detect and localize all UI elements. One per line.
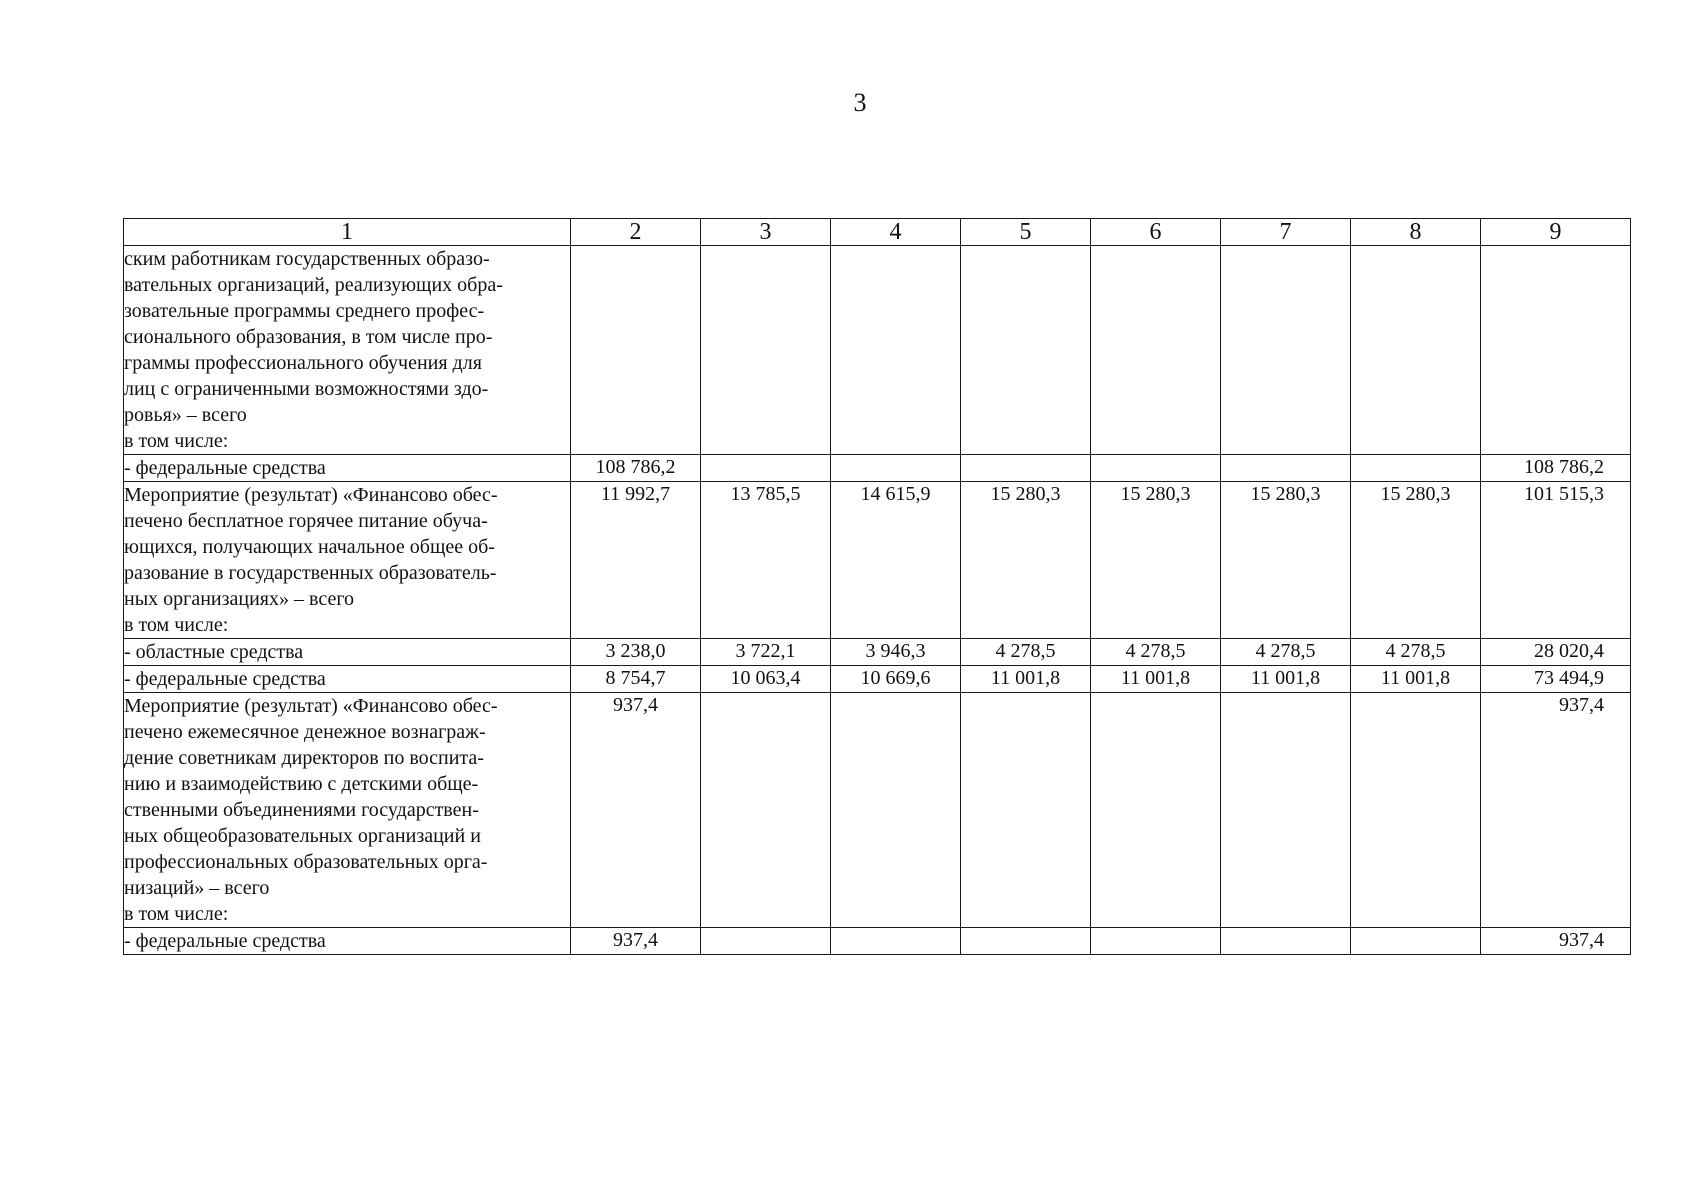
description-line: - федеральные средства bbox=[124, 457, 326, 479]
page-number: 3 bbox=[853, 88, 867, 117]
value-cell bbox=[1351, 693, 1481, 928]
value-cell: 15 280,3 bbox=[961, 482, 1091, 639]
value-cell bbox=[831, 246, 961, 455]
value-cell bbox=[701, 928, 831, 955]
value-cell: 13 785,5 bbox=[701, 482, 831, 639]
table-row bbox=[124, 455, 1631, 482]
description-line: в том числе: bbox=[124, 903, 229, 925]
value-cell bbox=[571, 246, 701, 455]
row-description bbox=[124, 639, 571, 666]
description-line: низаций» – всего bbox=[124, 877, 270, 899]
total-cell: 937,4 bbox=[1481, 928, 1631, 955]
value-cell bbox=[1221, 693, 1351, 928]
table-row bbox=[124, 639, 1631, 666]
value-cell: 10 063,4 bbox=[701, 666, 831, 693]
value-cell: 15 280,3 bbox=[1221, 482, 1351, 639]
total-cell: 73 494,9 bbox=[1481, 666, 1631, 693]
value-cell bbox=[831, 693, 961, 928]
value-cell bbox=[1351, 455, 1481, 482]
table-row bbox=[124, 482, 1631, 639]
value-cell: 15 280,3 bbox=[1351, 482, 1481, 639]
value-cell bbox=[701, 455, 831, 482]
value-cell bbox=[1351, 928, 1481, 955]
description-line: граммы профессионального обучения для bbox=[124, 352, 482, 374]
description-line: в том числе: bbox=[124, 430, 229, 452]
description-line: дение советникам директоров по воспита- bbox=[124, 747, 484, 769]
value-cell: 4 278,5 bbox=[1091, 639, 1221, 666]
row-description bbox=[124, 455, 571, 482]
value-cell: 4 278,5 bbox=[1221, 639, 1351, 666]
value-cell: 11 001,8 bbox=[1221, 666, 1351, 693]
value-cell: 14 615,9 bbox=[831, 482, 961, 639]
column-header: 6 bbox=[1091, 219, 1221, 246]
value-cell: 8 754,7 bbox=[571, 666, 701, 693]
value-cell bbox=[1091, 455, 1221, 482]
description-line: ственными объединениями государствен- bbox=[124, 799, 479, 821]
value-cell: 11 001,8 bbox=[961, 666, 1091, 693]
description-line: нию и взаимодействию с детскими обще- bbox=[124, 773, 479, 795]
value-cell bbox=[1221, 246, 1351, 455]
value-cell bbox=[1091, 928, 1221, 955]
column-header: 5 bbox=[961, 219, 1091, 246]
column-header: 7 bbox=[1221, 219, 1351, 246]
value-cell bbox=[961, 246, 1091, 455]
total-cell: 101 515,3 bbox=[1481, 482, 1631, 639]
value-cell bbox=[1091, 693, 1221, 928]
description-line: лиц с ограниченными возможностями здо- bbox=[124, 378, 489, 400]
value-cell: 10 669,6 bbox=[831, 666, 961, 693]
description-line: ных общеобразовательных организаций и bbox=[124, 825, 481, 847]
value-cell bbox=[1221, 928, 1351, 955]
description-line: - федеральные средства bbox=[124, 668, 326, 690]
value-cell: 11 992,7 bbox=[571, 482, 701, 639]
column-header: 8 bbox=[1351, 219, 1481, 246]
total-cell: 28 020,4 bbox=[1481, 639, 1631, 666]
value-cell: 4 278,5 bbox=[1351, 639, 1481, 666]
value-cell: 937,4 bbox=[571, 928, 701, 955]
total-cell: 937,4 bbox=[1481, 693, 1631, 928]
description-line: ющихся, получающих начальное общее об- bbox=[124, 536, 495, 558]
row-description bbox=[124, 928, 571, 955]
value-cell: 3 238,0 bbox=[571, 639, 701, 666]
column-header: 2 bbox=[571, 219, 701, 246]
description-line: разование в государственных образователь- bbox=[124, 562, 497, 584]
description-line: Мероприятие (результат) «Финансово обес- bbox=[124, 695, 498, 717]
description-line: зовательные программы среднего профес- bbox=[124, 300, 485, 322]
row-description bbox=[124, 693, 571, 928]
column-header: 9 bbox=[1481, 219, 1631, 246]
table-row bbox=[124, 928, 1631, 955]
row-description bbox=[124, 482, 571, 639]
value-cell: 3 722,1 bbox=[701, 639, 831, 666]
description-line: в том числе: bbox=[124, 614, 229, 636]
value-cell bbox=[1091, 246, 1221, 455]
description-line: ским работникам государственных образо- bbox=[124, 248, 490, 270]
value-cell bbox=[1221, 455, 1351, 482]
value-cell: 11 001,8 bbox=[1351, 666, 1481, 693]
description-line: печено бесплатное горячее питание обуча- bbox=[124, 510, 488, 532]
row-description bbox=[124, 666, 571, 693]
value-cell bbox=[961, 928, 1091, 955]
column-header: 4 bbox=[831, 219, 961, 246]
description-line: печено ежемесячное денежное вознаграж- bbox=[124, 721, 486, 743]
column-header: 3 bbox=[701, 219, 831, 246]
column-header: 1 bbox=[124, 219, 571, 246]
table-row bbox=[124, 666, 1631, 693]
description-line: вательных организаций, реализующих обра- bbox=[124, 274, 503, 296]
table-row bbox=[124, 693, 1631, 928]
description-line: ных организациях» – всего bbox=[124, 588, 355, 610]
value-cell bbox=[961, 455, 1091, 482]
total-cell bbox=[1481, 246, 1631, 455]
value-cell bbox=[831, 928, 961, 955]
value-cell: 4 278,5 bbox=[961, 639, 1091, 666]
value-cell: 11 001,8 bbox=[1091, 666, 1221, 693]
table-header-row bbox=[124, 219, 1631, 246]
row-description bbox=[124, 246, 571, 455]
budget-table bbox=[123, 218, 1631, 955]
description-line: - федеральные средства bbox=[124, 930, 326, 952]
value-cell: 108 786,2 bbox=[571, 455, 701, 482]
value-cell: 15 280,3 bbox=[1091, 482, 1221, 639]
value-cell bbox=[961, 693, 1091, 928]
value-cell: 937,4 bbox=[571, 693, 701, 928]
description-line: ровья» – всего bbox=[124, 404, 247, 426]
value-cell bbox=[701, 693, 831, 928]
value-cell bbox=[701, 246, 831, 455]
description-line: сионального образования, в том числе про- bbox=[124, 326, 493, 348]
value-cell bbox=[831, 455, 961, 482]
value-cell: 3 946,3 bbox=[831, 639, 961, 666]
value-cell bbox=[1351, 246, 1481, 455]
description-line: Мероприятие (результат) «Финансово обес- bbox=[124, 484, 498, 506]
total-cell: 108 786,2 bbox=[1481, 455, 1631, 482]
table-row bbox=[124, 246, 1631, 455]
description-line: - областные средства bbox=[124, 641, 304, 663]
description-line: профессиональных образовательных орга- bbox=[124, 851, 488, 873]
